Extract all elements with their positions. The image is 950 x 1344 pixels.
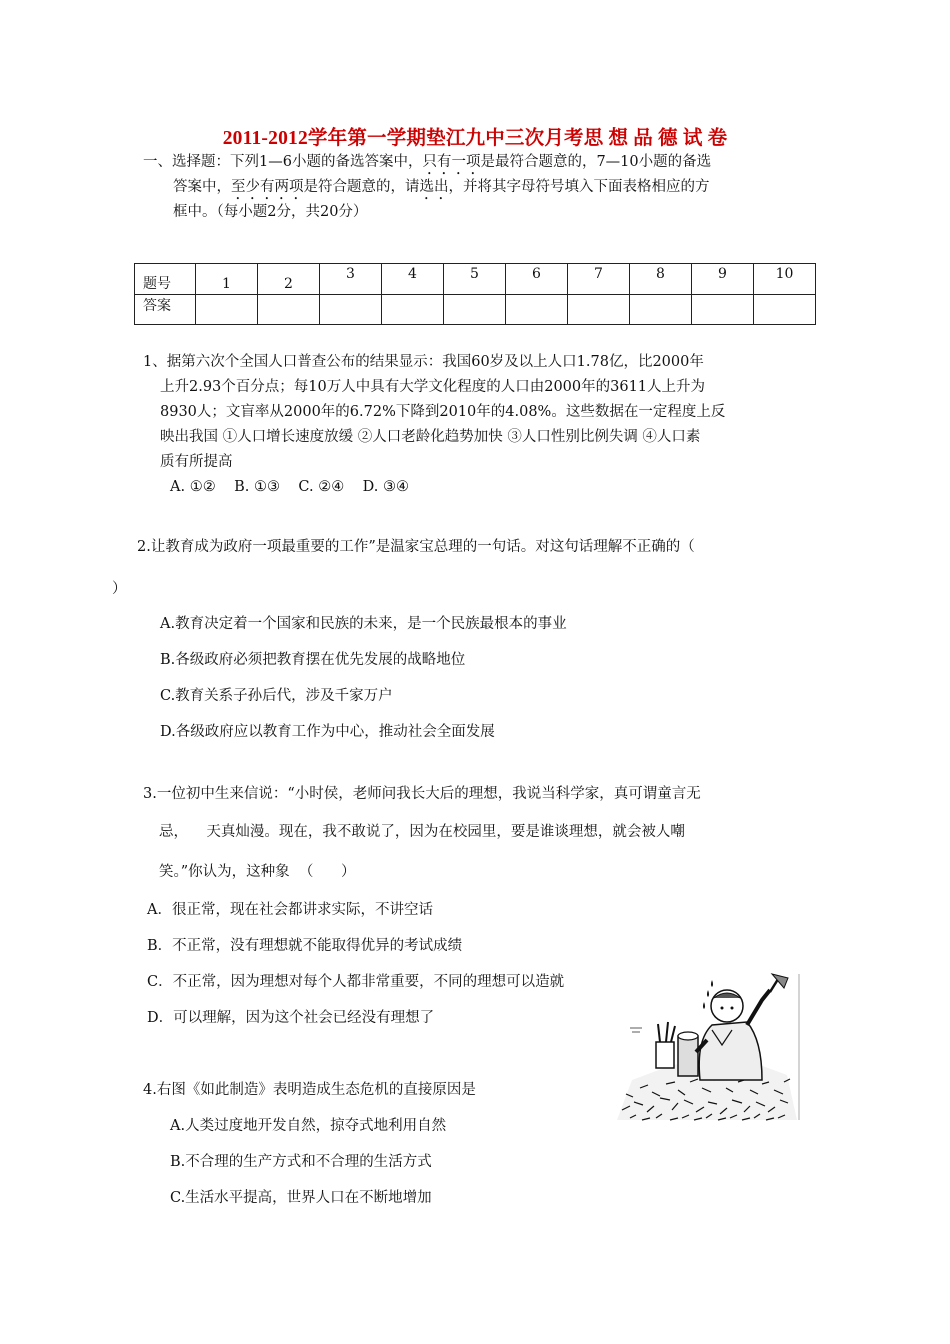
answer-cell[interactable] <box>444 295 506 325</box>
q2-line: 2.让教育成为政府一项最重要的工作”是温家宝总理的一句话。对这句话理解不正确的（ <box>137 539 695 555</box>
answer-cell[interactable] <box>568 295 630 325</box>
section1-line3: 框中。（每小题2分，共20分） <box>173 204 368 220</box>
section1-text: 是最符合题意的，7—10小题的备选 <box>480 154 712 170</box>
number-cell: 8 <box>630 264 692 295</box>
answer-cell[interactable] <box>692 295 754 325</box>
q1-line: 8930人；文盲率从2000年的6.72%下降到2010年的4.08%。这些数据在一定程度上反 <box>160 404 726 420</box>
number-cell: 4 <box>382 264 444 295</box>
q2-option: B.各级政府必须把教育摆在优先发展的战略地位 <box>160 652 466 668</box>
q3-option: B．不正常，没有理想就不能取得优异的考试成绩 <box>147 938 463 954</box>
q1-line: 上升2.93个百分点；每10万人中具有大学文化程度的人口由2000年的3611人上升为 <box>160 379 706 395</box>
answer-cell[interactable] <box>630 295 692 325</box>
q1-line: 1、据第六次个全国人口普查公布的结果显示：我国60岁及以上人口1.78亿，比2000年 <box>143 354 704 370</box>
q4-option: A.人类过度地开发自然，掠夺式地利用自然 <box>170 1118 447 1134</box>
emphasis-text: 至少有两项 <box>231 179 304 195</box>
q3-line: 笑。”你认为，这种象 （ ） <box>159 864 356 880</box>
section1-line1 <box>143 150 711 178</box>
q4-line: 4.右图《如此制造》表明造成生态危机的直接原因是 <box>143 1082 476 1098</box>
section1-text: 一、选择题：下列1—6小题的备选答案中， <box>143 154 423 170</box>
section1-text: 是符合题意的，请 <box>303 179 420 195</box>
q2-line: ） <box>112 581 127 597</box>
answer-cell[interactable] <box>320 295 382 325</box>
number-cell: 6 <box>506 264 568 295</box>
q2-option: D.各级政府应以教育工作为中心，推动社会全面发展 <box>160 724 495 740</box>
emphasis-text: 选出 <box>419 179 449 195</box>
number-cell: 3 <box>320 264 382 295</box>
emphasis-text: 只有一项 <box>422 154 481 170</box>
q3-option: C．不正常，因为理想对每个人都非常重要，不同的理想可以造就 <box>147 974 565 990</box>
q2-option: A.教育决定着一个国家和民族的未来，是一个民族最根本的事业 <box>160 616 567 632</box>
table-header-cell: 题号 <box>135 264 196 295</box>
number-cell: 2 <box>258 264 320 295</box>
q4-option: B.不合理的生产方式和不合理的生活方式 <box>170 1154 432 1170</box>
number-cell: 1 <box>196 264 258 295</box>
q3-line: 忌， 天真灿漫。现在，我不敢说了，因为在校园里，要是谁谈理想，就会被人嘲 <box>159 824 685 840</box>
answer-cell[interactable] <box>382 295 444 325</box>
q1-line: 质有所提高 <box>160 454 233 470</box>
number-cell: 7 <box>568 264 630 295</box>
section1-text: 答案中， <box>173 179 231 195</box>
q3-line: 3.一位初中生来信说：“小时侯，老师问我长大后的理想，我说当科学家，真可谓童言无 <box>143 786 701 802</box>
number-cell: 5 <box>444 264 506 295</box>
answer-cell[interactable] <box>196 295 258 325</box>
cartoon-image <box>612 970 802 1125</box>
table-row-numbers <box>135 264 816 295</box>
number-cell: 9 <box>692 264 754 295</box>
table-header-cell: 答案 <box>135 295 196 325</box>
section1-line2 <box>173 175 710 203</box>
q3-option: D．可以理解，因为这个社会已经没有理想了 <box>147 1010 435 1026</box>
table-row-answers <box>135 295 816 325</box>
q3-option: A．很正常，现在社会都讲求实际，不讲空话 <box>147 902 433 918</box>
number-cell: 10 <box>754 264 816 295</box>
section1-text: ，并将其字母符号填入下面表格相应的方 <box>448 179 710 195</box>
answer-cell[interactable] <box>506 295 568 325</box>
answer-cell[interactable] <box>754 295 816 325</box>
q1-line: 映出我国 ①人口增长速度放缓 ②人口老龄化趋势加快 ③人口性别比例失调 ④人口素 <box>160 429 701 445</box>
q4-option: C.生活水平提高，世界人口在不断地增加 <box>170 1190 432 1206</box>
answer-cell[interactable] <box>258 295 320 325</box>
q2-option: C.教育关系子孙后代，涉及千家万户 <box>160 688 393 704</box>
exam-title: 2011-2012学年第一学期垫江九中三次月考思 想 品 德 试 卷 <box>222 128 728 149</box>
q1-options: A. ①② B. ①③ C. ②④ D. ③④ <box>170 479 409 495</box>
answer-table <box>134 263 816 325</box>
